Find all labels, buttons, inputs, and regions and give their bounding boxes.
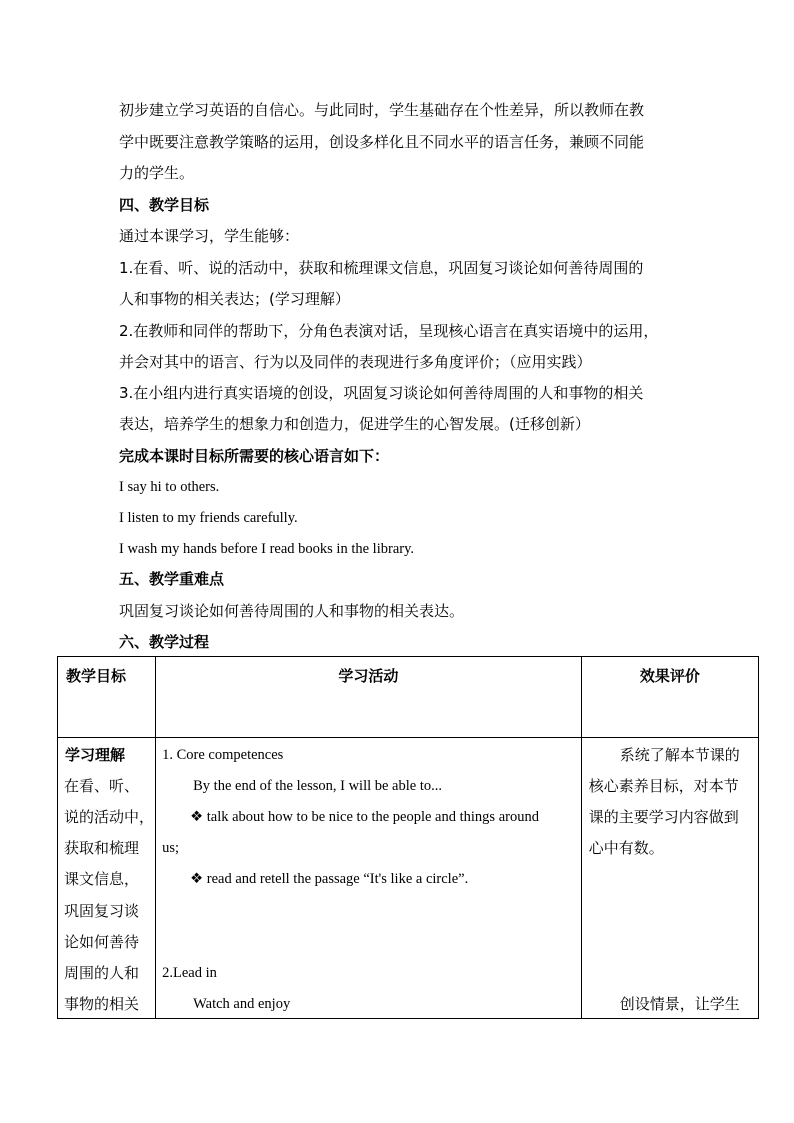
objective-1: 1.在看、听、说的活动中，获取和梳理课文信息，巩固复习谈论如何善待周围的 (119, 259, 644, 277)
goal-line: 在看、听、 (64, 777, 140, 795)
header-evaluation: 效果评价 (581, 657, 758, 738)
objective-3-cont: 表达，培养学生的想象力和创造力，促进学生的心智发展。(迁移创新） (119, 415, 590, 433)
objectives-intro: 通过本课学习，学生能够： (119, 227, 300, 245)
paragraph-line: 学中既要注意教学策略的运用，创设多样化且不同水平的语言任务，兼顾不同能 (119, 133, 645, 151)
bullet-icon: ❖ (190, 809, 204, 825)
core-sentence-3: I wash my hands before I read books in the library. (119, 541, 415, 557)
evaluation-line: 心中有数。 (588, 839, 664, 857)
activity-watch-enjoy: Watch and enjoy (193, 996, 291, 1012)
goal-title: 学习理解 (65, 746, 126, 764)
activity-core-competences: 1. Core competences (162, 747, 284, 763)
activity-cell (156, 738, 582, 1019)
section-heading-objectives: 四、教学目标 (119, 196, 210, 214)
goal-line: 论如何善待 (64, 933, 140, 951)
table-row (58, 738, 759, 1019)
objective-1-cont: 人和事物的相关表达；(学习理解） (119, 290, 350, 308)
core-sentence-2: I listen to my friends carefully. (119, 510, 298, 526)
evaluation-line: 系统了解本节课的 (619, 746, 740, 764)
activity-bullet-2 (190, 869, 468, 889)
goal-line: 事物的相关 (64, 995, 140, 1013)
evaluation-line: 创设情景，让学生 (619, 995, 740, 1013)
evaluation-line: 课的主要学习内容做到 (588, 808, 739, 826)
goal-line: 课文信息， (64, 870, 140, 888)
bullet-text: talk about how to be nice to the people and things around (206, 809, 539, 825)
goal-line: 获取和梳理 (64, 839, 140, 857)
objective-3: 3.在小组内进行真实语境的创设，巩固复习谈论如何善待周围的人和事物的相关 (119, 384, 644, 402)
header-learning-activity: 学习活动 (156, 657, 582, 738)
evaluation-line: 核心素养目标，对本节 (588, 777, 739, 795)
objective-2-cont: 并会对其中的语言、行为以及同伴的表现进行多角度评价；（应用实践） (119, 353, 592, 371)
key-points-text: 巩固复习谈论如何善待周围的人和事物的相关表达。 (119, 602, 465, 620)
activity-bullet-1 (190, 807, 539, 827)
section-heading-key-points: 五、教学重难点 (119, 570, 225, 588)
activity-lead-in: 2.Lead in (162, 965, 217, 981)
activity-end-of-lesson: By the end of the lesson, I will be able to... (193, 778, 442, 794)
section-heading-process: 六、教学过程 (119, 633, 210, 651)
bullet-text: read and retell the passage “It's like a circle”. (206, 871, 469, 887)
goal-line: 周围的人和 (64, 964, 140, 982)
goal-cell (58, 738, 156, 1019)
core-sentence-1: I say hi to others. (119, 479, 220, 495)
teaching-process-table (57, 656, 759, 1019)
objective-2: 2.在教师和同伴的帮助下，分角色表演对话，呈现核心语言在真实语境中的运用， (119, 322, 659, 340)
paragraph-line: 初步建立学习英语的自信心。与此同时，学生基础存在个性差异，所以教师在教 (119, 101, 645, 119)
core-language-heading: 完成本课时目标所需要的核心语言如下： (119, 447, 390, 465)
paragraph-line: 力的学生。 (119, 164, 195, 182)
table-header-row (58, 657, 759, 738)
goal-line: 巩固复习谈 (64, 902, 140, 920)
goal-line: 说的活动中， (64, 808, 155, 826)
bullet-icon: ❖ (190, 871, 204, 887)
evaluation-cell (581, 738, 758, 1019)
header-teaching-goal: 教学目标 (58, 657, 156, 738)
activity-bullet-1-cont: us; (162, 840, 180, 856)
